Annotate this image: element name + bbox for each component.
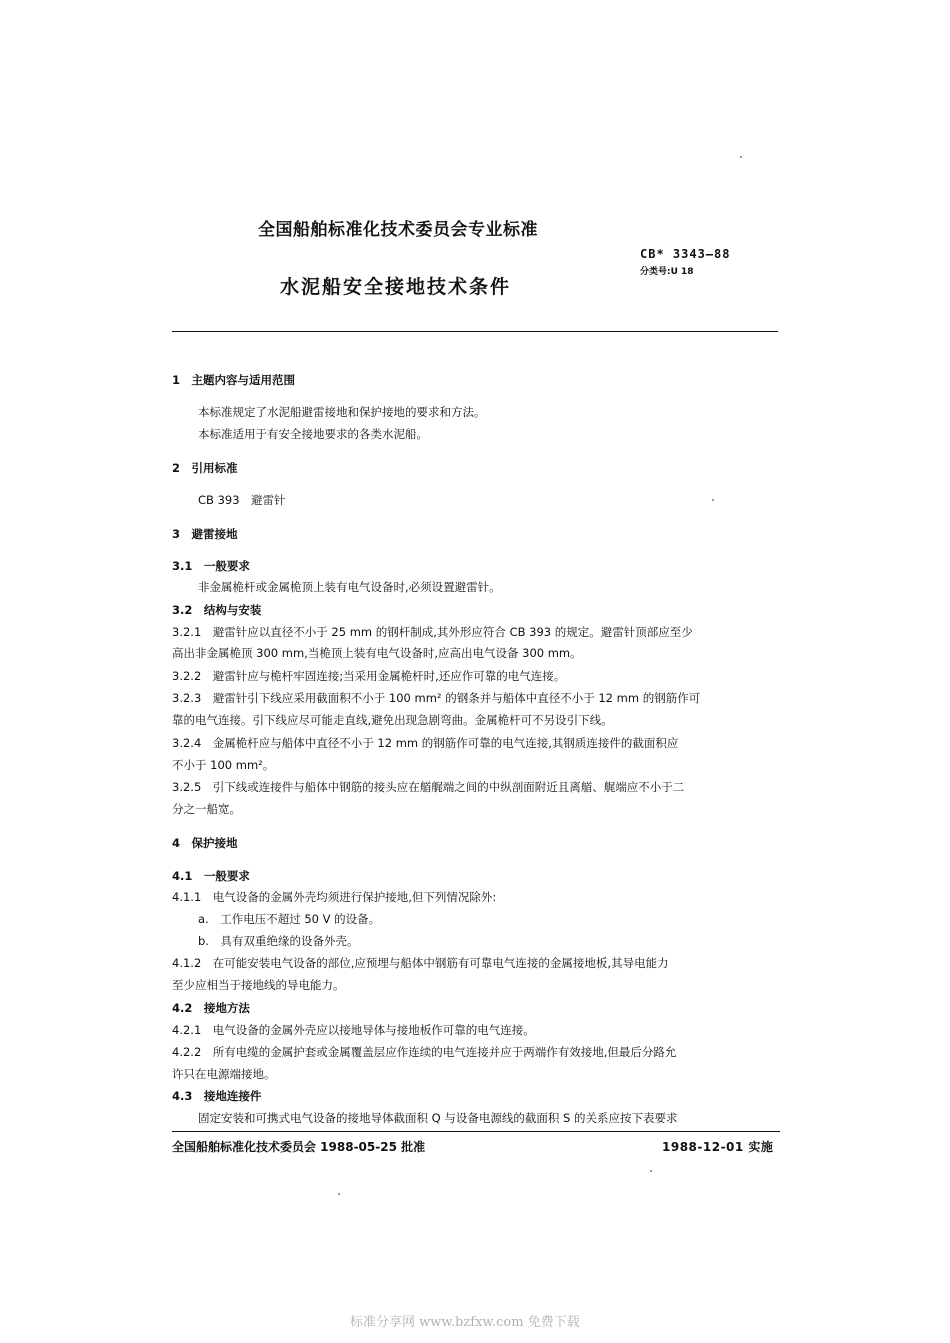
clause-line: 4.2.2 所有电缆的金属护套或金属覆盖层应作连续的电气连接并应于两端作有效接地,但最后分路允 bbox=[172, 1045, 677, 1059]
document-title: 水泥船安全接地技术条件 bbox=[280, 276, 512, 298]
effective-date: 1988-12-01 实施 bbox=[662, 1140, 774, 1154]
reference-item: CB 393 避雷针 bbox=[198, 493, 286, 507]
clause-line: 分之一船宽。 bbox=[172, 802, 241, 816]
standard-code: CB* 3343—88 bbox=[640, 247, 731, 261]
scan-speck bbox=[650, 1170, 652, 1172]
watermark: 标准分享网 www.bzfxw.com 免费下载 bbox=[350, 1315, 580, 1330]
clause-line: 许只在电源端接地。 bbox=[172, 1067, 276, 1081]
paragraph: 本标准规定了水泥船避雷接地和保护接地的要求和方法。 bbox=[198, 405, 486, 419]
subsection-heading: 4.3 接地连接件 bbox=[172, 1089, 262, 1103]
section-heading: 3 避雷接地 bbox=[172, 527, 238, 541]
clause-line: 3.2.1 避雷针应以直径不小于 25 mm 的钢杆制成,其外形应符合 CB 393 的规定。避雷针顶部应至少 bbox=[172, 625, 693, 639]
paragraph: 本标准适用于有安全接地要求的各类水泥船。 bbox=[198, 427, 428, 441]
clause-line: 3.2.5 引下线或连接件与船体中钢筋的接头应在艏艉端之间的中纵剖面附近且离艏、艉端应不小于二 bbox=[172, 780, 685, 794]
clause-line: 至少应相当于接地线的导电能力。 bbox=[172, 978, 345, 992]
clause-line: 4.1.1 电气设备的金属外壳均须进行保护接地,但下列情况除外: bbox=[172, 890, 497, 904]
footer-divider bbox=[172, 1131, 780, 1132]
clause-line: 高出非金属桅顶 300 mm,当桅顶上装有电气设备时,应高出电气设备 300 mm。 bbox=[172, 646, 582, 660]
subsection-heading: 4.1 一般要求 bbox=[172, 869, 250, 883]
section-heading: 1 主题内容与适用范围 bbox=[172, 373, 296, 387]
subsection-heading: 3.1 一般要求 bbox=[172, 559, 250, 573]
organization-name: 全国船舶标准化技术委员会专业标准 bbox=[258, 220, 538, 240]
scan-speck bbox=[740, 156, 742, 158]
clause-line: 4.1.2 在可能安装电气设备的部位,应预埋与船体中钢筋有可靠电气连接的金属接地板,其导电能力 bbox=[172, 956, 669, 970]
scan-speck bbox=[712, 499, 714, 501]
clause-line: 3.2.3 避雷针引下线应采用截面积不小于 100 mm² 的钢条并与船体中直径不小于 12 mm 的钢筋作可 bbox=[172, 691, 701, 705]
header-divider bbox=[172, 331, 778, 332]
list-item: b. 具有双重绝缘的设备外壳。 bbox=[198, 934, 359, 948]
clause-line: 4.2.1 电气设备的金属外壳应以接地导体与接地板作可靠的电气连接。 bbox=[172, 1023, 535, 1037]
clause-line: 靠的电气连接。引下线应尽可能走直线,避免出现急剧弯曲。金属桅杆可不另设引下线。 bbox=[172, 713, 613, 727]
subsection-heading: 3.2 结构与安装 bbox=[172, 603, 262, 617]
clause-line: 不小于 100 mm²。 bbox=[172, 758, 275, 772]
paragraph: 固定安装和可携式电气设备的接地导体截面积 Q 与设备电源线的截面积 S 的关系应按下表要求 bbox=[198, 1111, 678, 1125]
clause-line: 3.2.2 避雷针应与桅杆牢固连接;当采用金属桅杆时,还应作可靠的电气连接。 bbox=[172, 669, 566, 683]
classification-number: 分类号:U 18 bbox=[640, 267, 694, 277]
list-item: a. 工作电压不超过 50 V 的设备。 bbox=[198, 912, 381, 926]
section-heading: 2 引用标准 bbox=[172, 461, 238, 475]
clause-line: 3.2.4 金属桅杆应与船体中直径不小于 12 mm 的钢筋作可靠的电气连接,其钢质连接件的截面积应 bbox=[172, 736, 679, 750]
scan-speck bbox=[338, 1193, 340, 1195]
section-heading: 4 保护接地 bbox=[172, 836, 238, 850]
approval-line: 全国船舶标准化技术委员会 1988-05-25 批准 bbox=[172, 1140, 426, 1154]
paragraph: 非金属桅杆或金属桅顶上装有电气设备时,必须设置避雷针。 bbox=[198, 580, 501, 594]
subsection-heading: 4.2 接地方法 bbox=[172, 1001, 250, 1015]
